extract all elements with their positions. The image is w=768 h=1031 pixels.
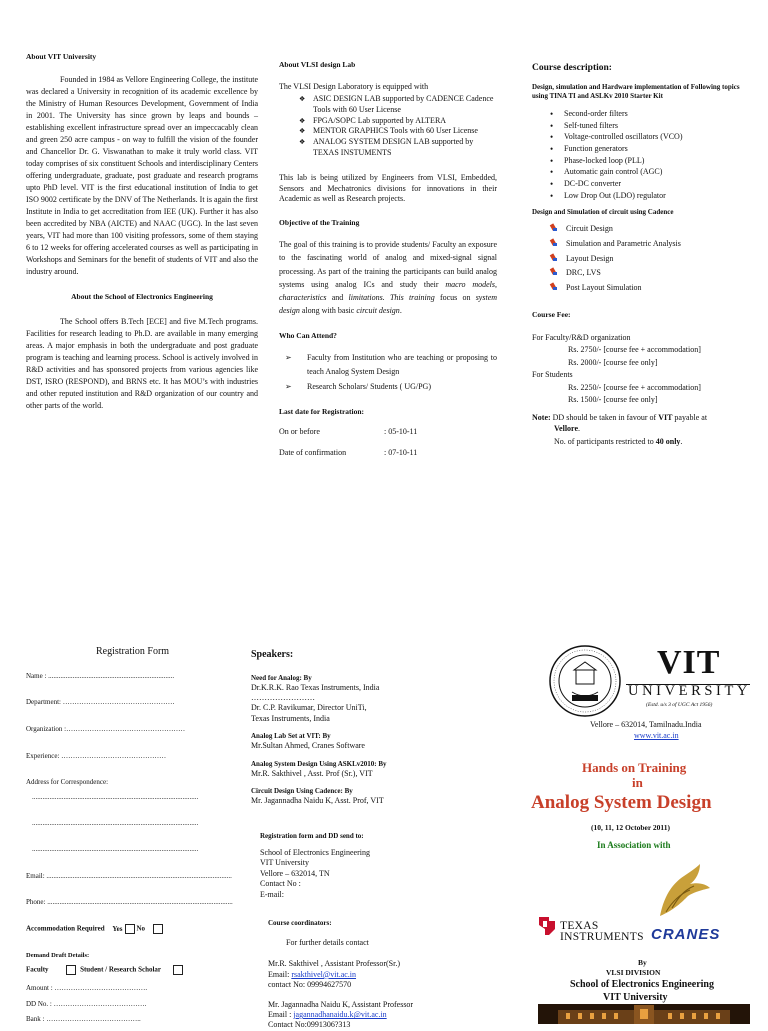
arrow-bullet-icon: [285, 380, 307, 393]
date-row-deadline: On or before : 05-10-11: [279, 427, 418, 437]
send-to-section: [260, 832, 500, 900]
list-item: Post Layout Simulation: [550, 281, 752, 296]
speaker-group: Circuit Design Using Cadence: By Mr. Jagannadha Naidu K, Asst. Prof, VIT: [251, 787, 384, 806]
list-item: DRC, LVS: [550, 266, 752, 281]
list-item: ❖ MENTOR GRAPHICS Tools with 60 User License: [299, 126, 497, 137]
form-name-field[interactable]: Name : ........................................................................: [26, 672, 175, 680]
coordinators-section: [268, 919, 508, 1031]
division-text: VLSI DIVISION: [606, 968, 661, 977]
fee-note: Note: DD should be taken in favour of VIT payable at: [532, 413, 708, 423]
list-item: Circuit Design: [550, 222, 752, 237]
vlsi-lab-list: [299, 94, 497, 159]
list-item: • Phase-locked loop (PLL): [550, 156, 752, 168]
registration-form-title: Registration Form: [96, 646, 170, 657]
form-address-line-2[interactable]: ...............................................................................................: [32, 819, 199, 827]
vit-seal-icon: [548, 644, 622, 718]
speakers-section: [251, 648, 501, 807]
university-name: VIT University: [603, 992, 668, 1003]
form-department-field[interactable]: Department: …………………………………………: [26, 698, 175, 706]
list-item: • Voltage-controlled oscillators (VCO): [550, 132, 752, 144]
fee-students-label: For Students: [532, 370, 573, 380]
list-item: ❖ FPGA/SOPC Lab supported by ALTERA: [299, 116, 497, 127]
training-line-1: Hands on Training: [582, 760, 687, 775]
pen-bullet-icon: [550, 224, 558, 232]
training-line-2: in: [632, 775, 643, 790]
pen-bullet-icon: [550, 283, 558, 291]
list-item: ➢ Faculty from Institution who are teaching or proposing to teach Analog System Design: [285, 351, 497, 377]
estd-text: (Estd. u/s 3 of UGC Act 1956): [646, 702, 713, 708]
about-vit-heading: About VIT University: [26, 52, 97, 61]
vlsi-lab-section: [279, 60, 497, 459]
list-item: • DC-DC converter: [550, 179, 752, 191]
list-item: ❖ ASIC DESIGN LAB supported by CADENCE Cadence Tools with 60 User License: [299, 94, 497, 116]
cranes-logo-text: CRANES: [651, 926, 721, 943]
diamond-bullet-icon: [299, 126, 313, 137]
form-ddno-field[interactable]: DD No. : ………………………………….: [26, 1000, 147, 1008]
fee-details: [532, 332, 752, 406]
pen-bullet-icon: [550, 268, 558, 276]
form-address-line-3[interactable]: ...............................................................................................: [32, 845, 199, 853]
coordinators-intro: For further details contact: [286, 938, 369, 948]
send-to-heading: Registration form and DD send to:: [260, 832, 364, 840]
texas-instruments-logo-text: TEXAS INSTRUMENTS: [560, 920, 644, 944]
coordinator-2: Mr. Jagannadha Naidu K, Assistant Professor Email : jagannadhanaidu.k@vit.ac.in Contact No:0991306?313: [268, 999, 414, 1030]
training-title: Analog System Design: [531, 792, 712, 813]
bullet-icon: [550, 121, 564, 133]
vit-address: Vellore – 632014, Tamilnadu.India: [590, 720, 702, 729]
registration-dates-heading: Last date for Registration:: [279, 407, 365, 417]
fee-students-2: Rs. 1500/- [course fee only]: [568, 395, 658, 404]
course-heading: Course description:: [532, 63, 612, 73]
diamond-bullet-icon: [299, 116, 313, 127]
list-item: ➢ Research Scholars/ Students ( UG/PG): [285, 380, 497, 393]
form-email-field[interactable]: Email: ..........................................................................................................: [26, 872, 232, 880]
school-name: School of Electronics Engineering: [570, 979, 714, 990]
list-item: • Automatic gain control (AGC): [550, 167, 752, 179]
speaker-group: Analog Lab Set at VIT: By Mr.Sultan Ahmed, Cranes Software: [251, 732, 365, 751]
form-amount-field[interactable]: Amount : ………………………………….: [26, 984, 148, 992]
fee-faculty-1: Rs. 2750/- [course fee + accommodation]: [568, 345, 701, 355]
list-item: Simulation and Parametric Analysis: [550, 237, 752, 252]
bullet-icon: [550, 179, 564, 191]
form-category-row: Faculty Student / Research Scholar: [26, 965, 185, 975]
list-item: • Function generators: [550, 144, 752, 156]
attend-list: [285, 351, 497, 393]
objective-body: The goal of this training is to provide students/ Faculty an exposure to the fascinating world of analog and mixed-signal signal processing. As part of the training the participants can build analog systems using analog ICs and study their macro models, characteristics and limitations. This training focus on system design along with basic circuit design.: [279, 240, 498, 316]
fee-faculty-2: Rs. 2000/- [course fee only]: [568, 357, 658, 367]
cadence-subheading: Design and Simulation of circuit using Cadence: [532, 207, 674, 216]
speaker-group: Analog System Design Using ASKLv2010: By Mr.R. Sakthivel , Asst. Prof (Sr.), VIT: [251, 759, 387, 778]
logo-divider: [626, 684, 750, 685]
about-vit-section: [26, 52, 258, 412]
form-address-line-1[interactable]: ...............................................................................................: [32, 793, 199, 801]
vlsi-lab-intro: The VLSI Design Laboratory is equipped with: [279, 82, 429, 92]
about-school-body: The School offers B.Tech [ECE] and five M.Tech programs. Facilities for research leading to Ph.D. are available in many emerging areas. A major emphasis in both the undergraduate and post graduate program is teaching and learning process. School is actively involved in R&D activities and has sponsored projects from various agencies like DST, ISRO (RESPOND), and BRNS etc. It has MOU’s with industries and other reputed institution and R&D organization of our country and other parts of the world.: [26, 317, 258, 411]
student-checkbox[interactable]: [173, 965, 183, 975]
vit-logo-text: VIT: [657, 644, 721, 681]
date-row-confirmation: Date of confirmation : 07-10-11: [279, 447, 418, 457]
fee-students-1: Rs. 2250/- [course fee + accommodation]: [568, 382, 701, 392]
by-text: By: [638, 958, 647, 967]
bullet-icon: [550, 132, 564, 144]
list-item: • Low Drop Out (LDO) regulator: [550, 191, 752, 203]
training-dates: (10, 11, 12 October 2011): [591, 823, 671, 832]
bullet-icon: [550, 191, 564, 203]
course-topic-list: [550, 109, 752, 203]
pen-bullet-icon: [550, 254, 558, 262]
university-logo-text: UNIVERSITY: [628, 683, 751, 699]
objective-heading: Objective of the Training: [279, 218, 360, 228]
speakers-heading: Speakers:: [251, 649, 294, 660]
list-item: Layout Design: [550, 252, 752, 267]
list-item: ❖ ANALOG SYSTEM DESIGN LAB supported by TEXAS INSTUMENTS: [299, 137, 497, 159]
vlsi-lab-heading: About VLSI design Lab: [279, 60, 356, 69]
fee-heading: Course Fee:: [532, 309, 571, 319]
course-subheading: Design, simulation and Hardware implementation of Following topics using TINA TI and ASLKv 2010 Starter Kit: [532, 82, 740, 100]
form-organization-field[interactable]: Organization :……………………………………………: [26, 725, 186, 733]
vlsi-lab-usage: This lab is being utilized by Engineers from VLSI, Embedded, Sensors and Mechatronics divisions for innovations in their Academic as well as Research projects.: [279, 172, 497, 204]
accommodation-yes-checkbox[interactable]: [125, 924, 135, 934]
bullet-icon: [550, 167, 564, 179]
coordinator-1: Mr.R. Sakthivel , Assistant Professor(Sr.) Email: rsakthivel@vit.ac.in contact No: 09994627570: [268, 959, 401, 990]
participant-limit: No. of participants restricted to 40 only.: [554, 436, 683, 446]
pen-bullet-icon: [550, 239, 558, 247]
fee-note-vellore: Vellore.: [554, 424, 580, 434]
coordinator-1-email-link[interactable]: rsakthivel@vit.ac.in: [291, 969, 357, 979]
list-item: • Self-tuned filters: [550, 121, 752, 133]
form-experience-field[interactable]: Experience: ………………………………………: [26, 752, 167, 760]
bullet-icon: [550, 156, 564, 168]
attend-heading: Who Can Attend?: [279, 331, 337, 341]
bullet-icon: [550, 109, 564, 121]
form-dd-heading: Demand Draft Details:: [26, 952, 90, 959]
about-vit-body: Founded in 1984 as Vellore Engineering College, the institute was declared a University in recognition of its academic excellence by the Ministry of Human Resources Development, Government of India in 2001. The University has since grown by leaps and bounds – establishing excellent infrastructure spread over an impeccacably clean and green 250 acre campus - on way to fulfill the vision of the founder and Chancellor Dr. G. Viswanathan to make it truly world class. VIT today comprises of six constituent Schools and interdisciplinary Centers offering undergraduate, graduate, post graduate and research programs upto PhD level. VIT is the first educational institution of India to get ISO 9002 certificate by the DNV of The Netherlands. It is again the first Institute in India to get accreditation from IEE (UK). Further it has also been accredited by NBA (AICTE) and NAAC (UGC). In the last seven years, VIT had more than 100 visiting professors, some of them staying 6 to 12 weeks for offering accelerated courses as well as participating in Workshops and Seminars for the benefit of students of VIT and also the industry around.: [26, 75, 258, 277]
form-phone-field[interactable]: Phone: ..........................................................................................................: [26, 898, 233, 906]
diamond-bullet-icon: [299, 137, 313, 148]
list-item: • Second-order filters: [550, 109, 752, 121]
cadence-list: [550, 222, 752, 296]
course-section: [532, 62, 752, 448]
form-accommodation-row: Accommodation Required Yes No: [26, 924, 165, 934]
form-bank-field[interactable]: Bank : …………………………………..: [26, 1015, 141, 1023]
fee-faculty-label: For Faculty/R&D organization: [532, 333, 631, 343]
campus-building-image: [538, 1004, 750, 1024]
coordinator-2-email-link[interactable]: jagannadhanaidu.k@vit.ac.in: [293, 1010, 387, 1020]
speaker-group: Need for Analog: By Dr.K.R.K. Rao Texas Instruments, India …………………… Dr. C.P. Ravikumar, Director UniTi, Texas Instruments, India: [251, 673, 380, 723]
association-text: In Association with: [597, 840, 671, 850]
cranes-bird-icon: [650, 862, 714, 920]
accommodation-no-checkbox[interactable]: [153, 924, 163, 934]
form-address-label: Address for Correspondence:: [26, 778, 109, 786]
vit-website-link[interactable]: www.vit.ac.in: [634, 731, 679, 740]
bullet-icon: [550, 144, 564, 156]
send-to-address: School of Electronics Engineering VIT University Vellore – 632014, TN Contact No : E-mail:: [260, 848, 370, 899]
faculty-checkbox[interactable]: [66, 965, 76, 975]
arrow-bullet-icon: [285, 351, 307, 364]
coordinators-heading: Course coordinators:: [268, 919, 332, 927]
diamond-bullet-icon: [299, 94, 313, 105]
about-school-heading: About the School of Electronics Engineering: [71, 292, 213, 302]
